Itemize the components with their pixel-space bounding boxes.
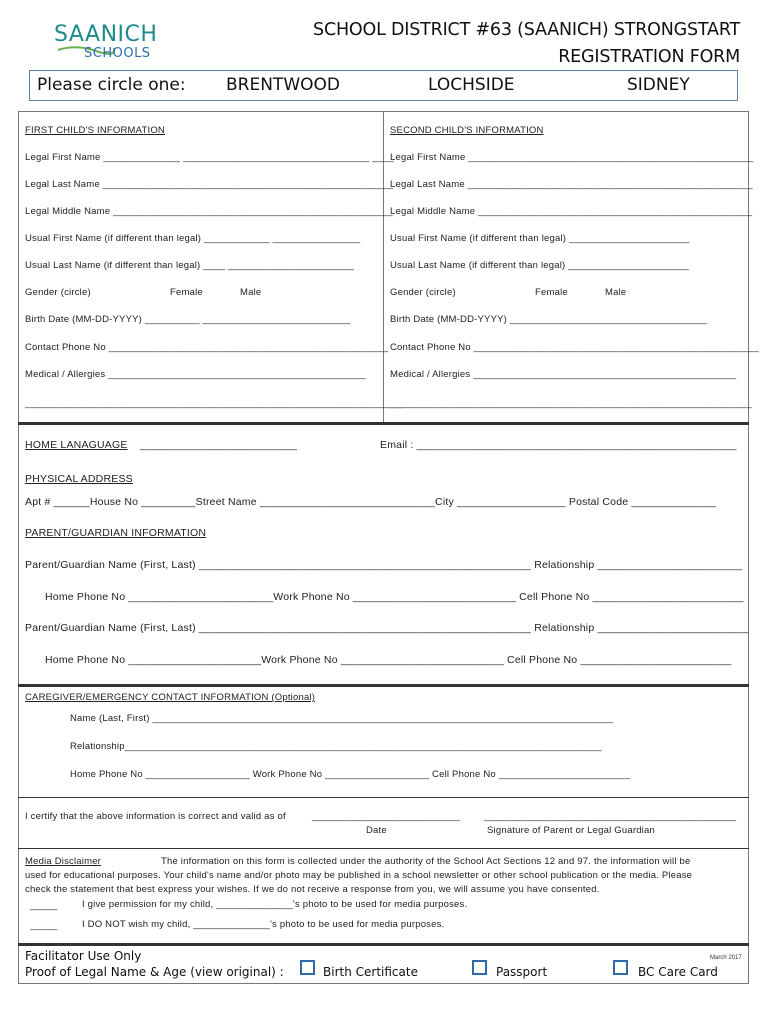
passport-checkbox[interactable] xyxy=(472,960,487,975)
second-legal-last-field[interactable]: Legal Last Name ____________________________________________________ xyxy=(390,179,753,190)
first-medical-field[interactable]: Medical / Allergies _______________________________________________ xyxy=(25,369,366,380)
second-medical-field[interactable]: Medical / Allergies ________________________________________________ xyxy=(390,369,737,380)
title-line-1: SCHOOL DISTRICT #63 (SAANICH) STRONGSTART xyxy=(313,20,740,40)
facilitator-title: Facilitator Use Only xyxy=(25,949,142,963)
parent2-phones-field[interactable]: Home Phone No ______________________Work Phone No ___________________________ Cell Phone No _________________________ xyxy=(45,654,732,666)
form-date-stamp: March 2017 xyxy=(710,955,742,961)
second-birth-date-field[interactable]: Birth Date (MM-DD-YYYY) ____________________________________ xyxy=(390,314,708,325)
first-gender-label: Gender (circle) xyxy=(25,287,91,298)
divider-media xyxy=(18,943,749,946)
first-medical-extra-line[interactable]: _____________________________________________________________________ xyxy=(25,398,404,409)
divider-certify xyxy=(18,848,749,849)
email-field[interactable]: Email : _____________________________________________________ xyxy=(380,439,737,451)
divider-caregiver xyxy=(18,797,749,798)
passport-label: Passport xyxy=(496,965,548,979)
home-language-label: HOME LANAGUAGE xyxy=(25,439,128,451)
divider-parent xyxy=(18,684,749,687)
home-language-field[interactable]: __________________________ xyxy=(140,439,298,451)
first-gender-female[interactable]: Female xyxy=(170,287,203,298)
title-line-2: REGISTRATION FORM xyxy=(558,47,740,67)
second-child-heading: SECOND CHILD'S INFORMATION xyxy=(390,125,544,136)
bc-care-card-label: BC Care Card xyxy=(638,965,718,979)
saanich-schools-logo xyxy=(54,22,158,64)
first-usual-first-field[interactable]: Usual First Name (if different than legal) ____________ ________________ xyxy=(25,233,361,244)
first-legal-last-field[interactable]: Legal Last Name _____________________________________________________ xyxy=(25,179,394,190)
second-gender-female[interactable]: Female xyxy=(535,287,568,298)
media-decline-text: I DO NOT wish my child, ______________'s photo to be used for media purposes. xyxy=(82,919,445,930)
option-brentwood[interactable]: BRENTWOOD xyxy=(226,75,340,95)
certify-date-label: Date xyxy=(366,825,387,836)
first-child-heading: FIRST CHILD'S INFORMATION xyxy=(25,125,165,136)
certify-signature-field[interactable]: ______________________________________________ xyxy=(484,811,737,822)
certify-signature-label: Signature of Parent or Legal Guardian xyxy=(487,825,655,836)
location-select-box xyxy=(29,70,738,101)
first-birth-date-field[interactable]: Birth Date (MM-DD-YYYY) __________ ___________________________ xyxy=(25,314,351,325)
caregiver-relationship-field[interactable]: Relationship_______________________________________________________________________________________ xyxy=(70,741,602,752)
media-consent-text: I give permission for my child, ______________'s photo to be used for media purposes. xyxy=(82,899,468,910)
physical-address-heading: PHYSICAL ADDRESS xyxy=(25,473,133,485)
logo-main-text: SAANICH xyxy=(54,22,158,47)
parent2-name-field[interactable]: Parent/Guardian Name (First, Last) _______________________________________________________ Relationship _________________________ xyxy=(25,622,749,634)
caregiver-phones-field[interactable]: Home Phone No ___________________ Work Phone No ___________________ Cell Phone No ________________________ xyxy=(70,769,631,780)
media-consent-checkbox[interactable]: _____ xyxy=(30,900,58,911)
birth-certificate-checkbox[interactable] xyxy=(300,960,315,975)
media-text-line-2: used for educational purposes. Your child's name and/or photo may be published in a school newsletter or other school publication or the media. Please xyxy=(25,870,693,881)
option-sidney[interactable]: SIDNEY xyxy=(627,75,690,95)
certify-statement: I certify that the above information is correct and valid as of xyxy=(25,811,286,822)
second-gender-label: Gender (circle) xyxy=(390,287,456,298)
second-legal-first-field[interactable]: Legal First Name ____________________________________________________ xyxy=(390,152,754,163)
divider-children xyxy=(18,422,749,425)
media-decline-checkbox[interactable]: _____ xyxy=(30,920,58,931)
birth-certificate-label: Birth Certificate xyxy=(323,965,418,979)
circle-label: Please circle one: xyxy=(37,75,186,95)
proof-of-age-label: Proof of Legal Name & Age (view original) : xyxy=(25,965,284,979)
logo-sub-text: SCHOOLS xyxy=(84,46,151,61)
media-text-line-1: The information on this form is collected under the authority of the School Act Sections 12 and 97. the information will be xyxy=(161,856,691,867)
parent1-name-field[interactable]: Parent/Guardian Name (First, Last) _______________________________________________________ Relationship ________________________ xyxy=(25,559,743,571)
second-medical-extra-line[interactable]: __________________________________________________________________ xyxy=(390,398,752,409)
second-legal-middle-field[interactable]: Legal Middle Name __________________________________________________ xyxy=(390,206,753,217)
parent1-phones-field[interactable]: Home Phone No ________________________Work Phone No ___________________________ Cell Phone No _________________________ xyxy=(45,591,744,603)
media-disclaimer-heading: Media Disclaimer xyxy=(25,856,102,867)
caregiver-name-field[interactable]: Name (Last, First) ____________________________________________________________________________________ xyxy=(70,713,614,724)
first-legal-middle-field[interactable]: Legal Middle Name ___________________________________________________ xyxy=(25,206,393,217)
certify-date-field[interactable]: ___________________________ xyxy=(312,811,461,822)
option-lochside[interactable]: LOCHSIDE xyxy=(428,75,515,95)
physical-address-field[interactable]: Apt # ______House No _________Street Name _____________________________City __________________ Postal Code ______________ xyxy=(25,496,716,508)
form-title xyxy=(313,17,740,71)
first-legal-first-field[interactable]: Legal First Name ______________ __________________________________ ____ xyxy=(25,152,395,163)
second-contact-phone-field[interactable]: Contact Phone No ____________________________________________________ xyxy=(390,342,759,353)
first-contact-phone-field[interactable]: Contact Phone No ___________________________________________________ xyxy=(25,342,389,353)
second-gender-male[interactable]: Male xyxy=(605,287,627,298)
parent-guardian-heading: PARENT/GUARDIAN INFORMATION xyxy=(25,527,207,539)
second-usual-last-field[interactable]: Usual Last Name (if different than legal) ______________________ xyxy=(390,260,689,271)
second-usual-first-field[interactable]: Usual First Name (if different than legal) ______________________ xyxy=(390,233,690,244)
media-text-line-3: check the statement that best express your wishes. If we do not receive a response from you, we will assume you have consented. xyxy=(25,884,600,895)
bc-care-card-checkbox[interactable] xyxy=(613,960,628,975)
first-gender-male[interactable]: Male xyxy=(240,287,262,298)
caregiver-heading: CAREGIVER/EMERGENCY CONTACT INFORMATION (Optional) xyxy=(25,692,316,703)
first-usual-last-field[interactable]: Usual Last Name (if different than legal) ____ _______________________ xyxy=(25,260,355,271)
